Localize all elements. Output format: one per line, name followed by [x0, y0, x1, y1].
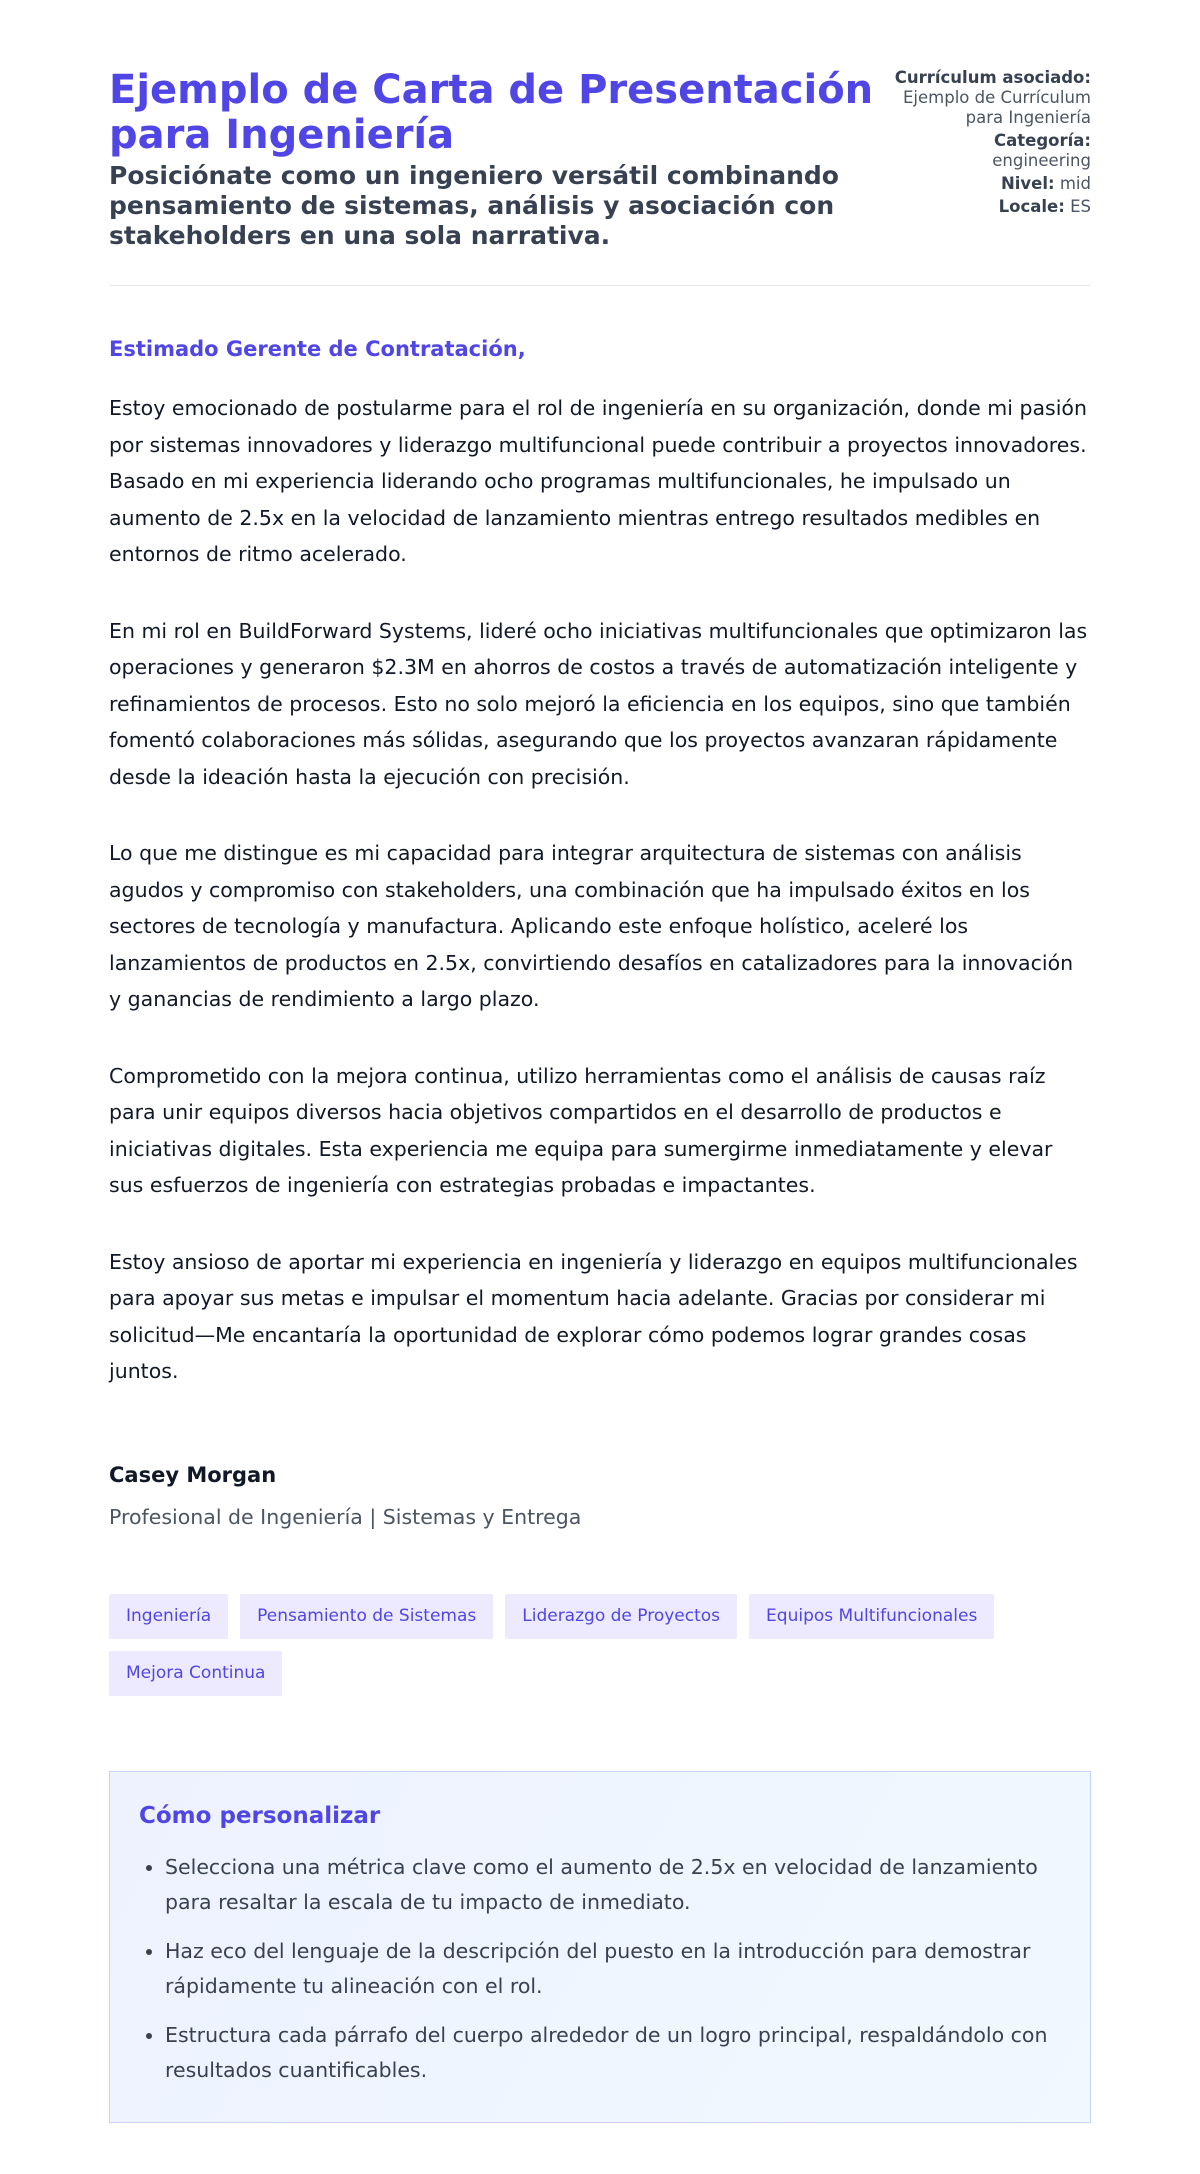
meta-locale-value: ES: [1070, 197, 1091, 216]
meta-resume-label: Currículum asociado:: [894, 68, 1091, 87]
title-block: [109, 68, 879, 251]
tips-title: Cómo personalizar: [139, 1802, 381, 1829]
tag-equipos-multifuncionales: Equipos Multifuncionales: [749, 1594, 994, 1639]
meta-level: [881, 174, 1091, 194]
page-subtitle: Posiciónate como un ingeniero versátil combinando pensamiento de sistemas, análisis y asociación con stakeholders en una sola narrativa.: [109, 161, 839, 250]
tip-item: • Estructura cada párrafo del cuerpo alrededor de un logro principal, respaldándolo con resultados cuantificables.: [165, 2018, 1061, 2088]
body-paragraph: En mi rol en BuildForward Systems, lideré ocho iniciativas multifuncionales que optimizaron las operaciones y generaron $2.3M en ahorros de costos a través de automatización inteligente y refinamientos de procesos. Esto no solo mejoró la eficiencia en los equipos, sino que también fomentó colaboraciones más sólidas, asegurando que los proyectos avanzaran rápidamente desde la ideación hasta la ejecución con precisión.: [109, 618, 1088, 789]
page-title: Ejemplo de Carta de Presentación para Ingeniería: [109, 67, 874, 158]
meta-category-label: Categoría:: [994, 131, 1091, 150]
meta-level-value: mid: [1059, 174, 1091, 193]
tag-liderazgo-de-proyectos: Liderazgo de Proyectos: [505, 1594, 737, 1639]
header-divider: [109, 285, 1091, 286]
meta-category: [881, 131, 1091, 171]
meta-category-value: engineering: [992, 151, 1091, 170]
meta-resume-value: Ejemplo de Currículum para Ingeniería: [903, 88, 1091, 127]
body-paragraph: Lo que me distingue es mi capacidad para integrar arquitectura de sistemas con análisis agudos y compromiso con stakeholders, una combinación que ha impulsado éxitos en los sectores de tecnología y manufactura. Aplicando este enfoque holístico, aceleré los lanzamientos de productos en 2.5x, convirtiendo desafíos en catalizadores para la innovación y ganancias de rendimiento a largo plazo.: [109, 841, 1074, 1011]
tip-item: • Selecciona una métrica clave como el aumento de 2.5x en velocidad de lanzamiento para resaltar la escala de tu impacto de inmediato.: [165, 1850, 1061, 1920]
letter-body: [109, 390, 1091, 1390]
salutation: Estimado Gerente de Contratación,: [109, 337, 526, 361]
tag-list: [109, 1594, 1069, 1696]
metadata-panel: [881, 68, 1091, 220]
body-paragraph: Estoy emocionado de postularme para el rol de ingeniería en su organización, donde mi pasión por sistemas innovadores y liderazgo multifuncional puede contribuir a proyectos innovadores. Basado en mi experiencia liderando ocho programas multifuncionales, he impulsado un aumento de 2.5x en la velocidad de lanzamiento mientras entrego resultados medibles en entornos de ritmo acelerado.: [109, 396, 1087, 566]
signature-block: [109, 1462, 1091, 1530]
tip-item: • Haz eco del lenguaje de la descripción del puesto en la introducción para demostrar rápidamente tu alineación con el rol.: [165, 1934, 1061, 2004]
tag-mejora-continua: Mejora Continua: [109, 1651, 282, 1696]
document-header: [109, 68, 1091, 251]
signature-name: Casey Morgan: [109, 1462, 277, 1487]
tips-list: [139, 1850, 1061, 2088]
meta-locale: [881, 197, 1091, 217]
signature-role: Profesional de Ingeniería | Sistemas y Entrega: [109, 1504, 582, 1529]
tag-pensamiento-de-sistemas: Pensamiento de Sistemas: [240, 1594, 493, 1639]
meta-level-label: Nivel:: [1000, 174, 1055, 193]
tag-ingenieria: Ingeniería: [109, 1594, 228, 1639]
meta-resume: [881, 68, 1091, 128]
meta-locale-label: Locale:: [998, 197, 1065, 216]
body-paragraph: Estoy ansioso de aportar mi experiencia en ingeniería y liderazgo en equipos multifuncionales para apoyar sus metas e impulsar el momentum hacia adelante. Gracias por considerar mi solicitud—Me encantaría la oportunidad de explorar cómo podemos lograr grandes cosas juntos.: [109, 1249, 1078, 1383]
customization-tips-box: [109, 1771, 1091, 2123]
body-paragraph: Comprometido con la mejora continua, utilizo herramientas como el análisis de causas raíz para unir equipos diversos hacia objetivos compartidos en el desarrollo de productos e iniciativas digitales. Esta experiencia me equipa para sumergirme inmediatamente y elevar sus esfuerzos de ingeniería con estrategias probadas e impactantes.: [109, 1063, 1053, 1197]
